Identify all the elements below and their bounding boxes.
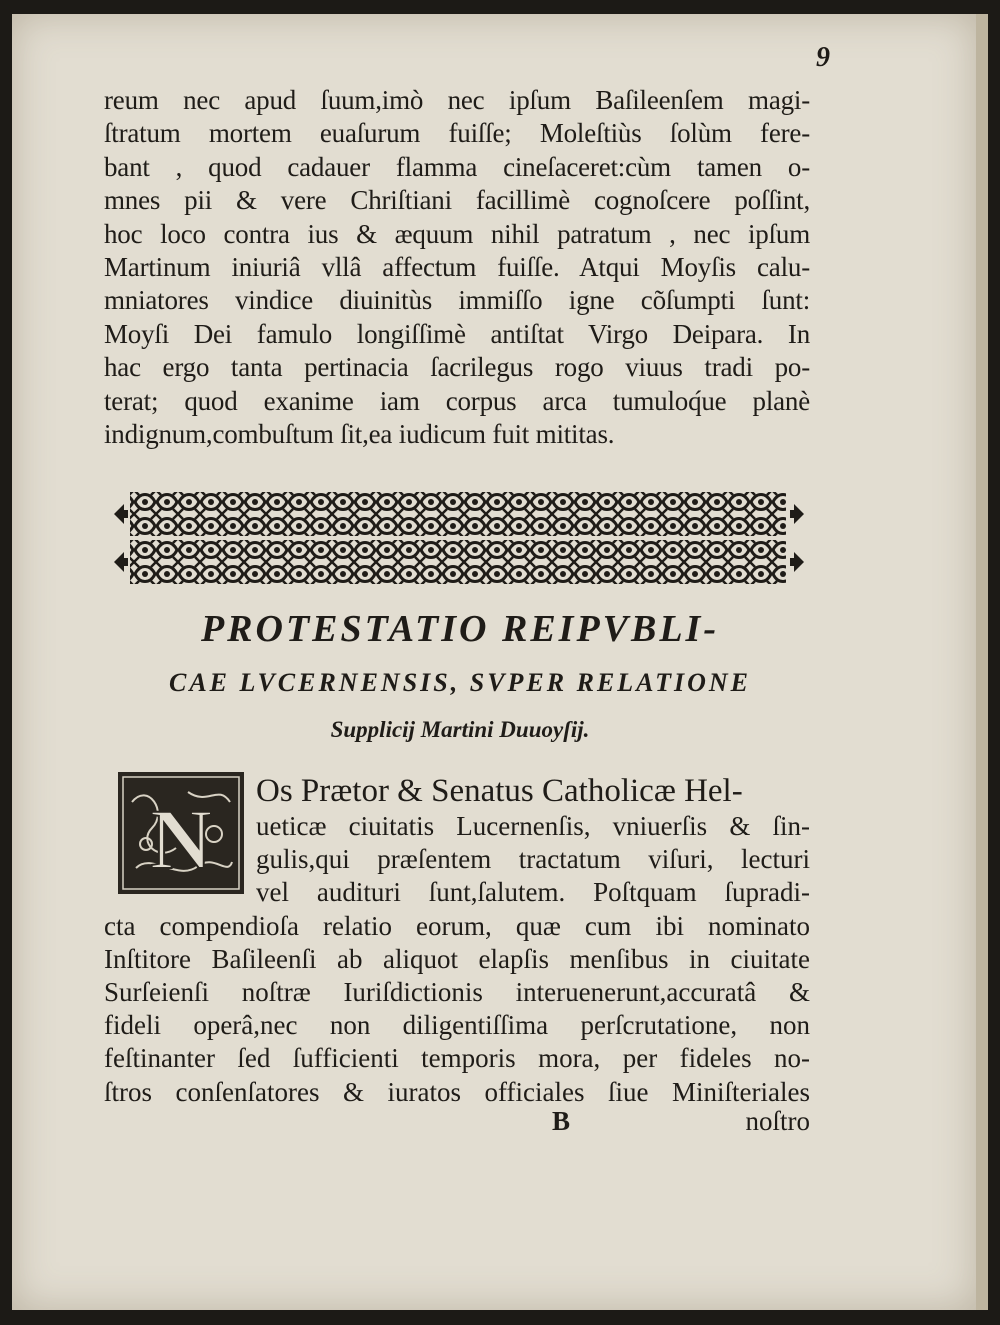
- text-line: feſtinanter ſed ſufficienti temporis mora, per fideles no-: [104, 1043, 810, 1074]
- text-line: bant , quod cadauer flamma cineſaceret:cùm tamen o-: [104, 151, 810, 182]
- text-line: indignum,combuſtum ſit,ea iudicum fuit mititas.: [104, 419, 615, 450]
- page-number: 9: [816, 42, 830, 73]
- text-line: cta compendioſa relatio eorum, quæ cum ibi nominato: [104, 910, 810, 941]
- text-line: vel audituri ſunt,ſalutem. Poſtquam ſupradi-: [256, 877, 810, 908]
- paragraph-1: [104, 84, 810, 451]
- decorated-initial: [118, 772, 244, 894]
- page-footer: [104, 1106, 810, 1142]
- signature-mark: B: [552, 1106, 571, 1136]
- text-line: fideli operâ,nec non diligentiſſima perſcrutatione, non: [104, 1010, 810, 1041]
- ornament-band: [112, 490, 806, 586]
- initial-letter: N: [149, 791, 213, 887]
- catchword: noſtro: [745, 1106, 810, 1136]
- text-line: ſtratum mortem euaſurum fuiſſe; Moleſtiùs ſolùm fere-: [104, 118, 810, 149]
- text-line: Surſeienſi noſtræ Iuriſdictionis interuenerunt,accuratâ &: [104, 977, 810, 1008]
- text-line: reum nec apud ſuum,imò nec ipſum Baſileenſem magi-: [104, 85, 810, 115]
- text-line: hac ergo tanta pertinacia ſacrilegus rogo viuus tradi po-: [104, 352, 810, 383]
- text-line: Inſtitore Baſileenſi ab aliquot elapſis menſibus in ciuitate: [104, 943, 810, 974]
- text-line: gulis,qui præſentem tractatum viſuri, lecturi: [256, 844, 810, 875]
- text-line: Moyſi Dei famulo longiſſimè antiſtat Virgo Deipara. In: [104, 318, 810, 349]
- title-line-1: PROTESTATIO REIPVBLI-: [200, 608, 720, 650]
- text-line: Os Prætor & Senatus Catholicæ Hel-: [256, 773, 743, 809]
- text-line: terat; quod exanime iam corpus arca tumuloq́ue planè: [104, 385, 810, 416]
- text-line: ſtros conſenſatores & iuratos officiales ſiue Miniſteriales: [104, 1076, 810, 1107]
- text-line: ueticæ ciuitatis Lucernenſis, vniuerſis & ſin-: [256, 811, 810, 841]
- text-line: hoc loco contra ius & æquum nihil patratum , nec ipſum: [104, 218, 810, 249]
- text-line: Martinum iniuriâ vllâ affectum fuiſſe. Atqui Moyſis calu-: [104, 252, 810, 283]
- section-title: [100, 605, 820, 749]
- page-edge: [976, 14, 988, 1310]
- title-line-3: Supplicij Martini Duuoyſij.: [330, 717, 590, 742]
- text-line: mniatores vindice diuinitùs immiſſo igne cõſumpti ſunt:: [104, 285, 810, 316]
- text-line: mnes pii & vere Chriſtiani facillimè cognoſcere poſſint,: [104, 185, 810, 216]
- title-line-2: CAE LVCERNENSIS, SVPER RELATIONE: [169, 668, 751, 697]
